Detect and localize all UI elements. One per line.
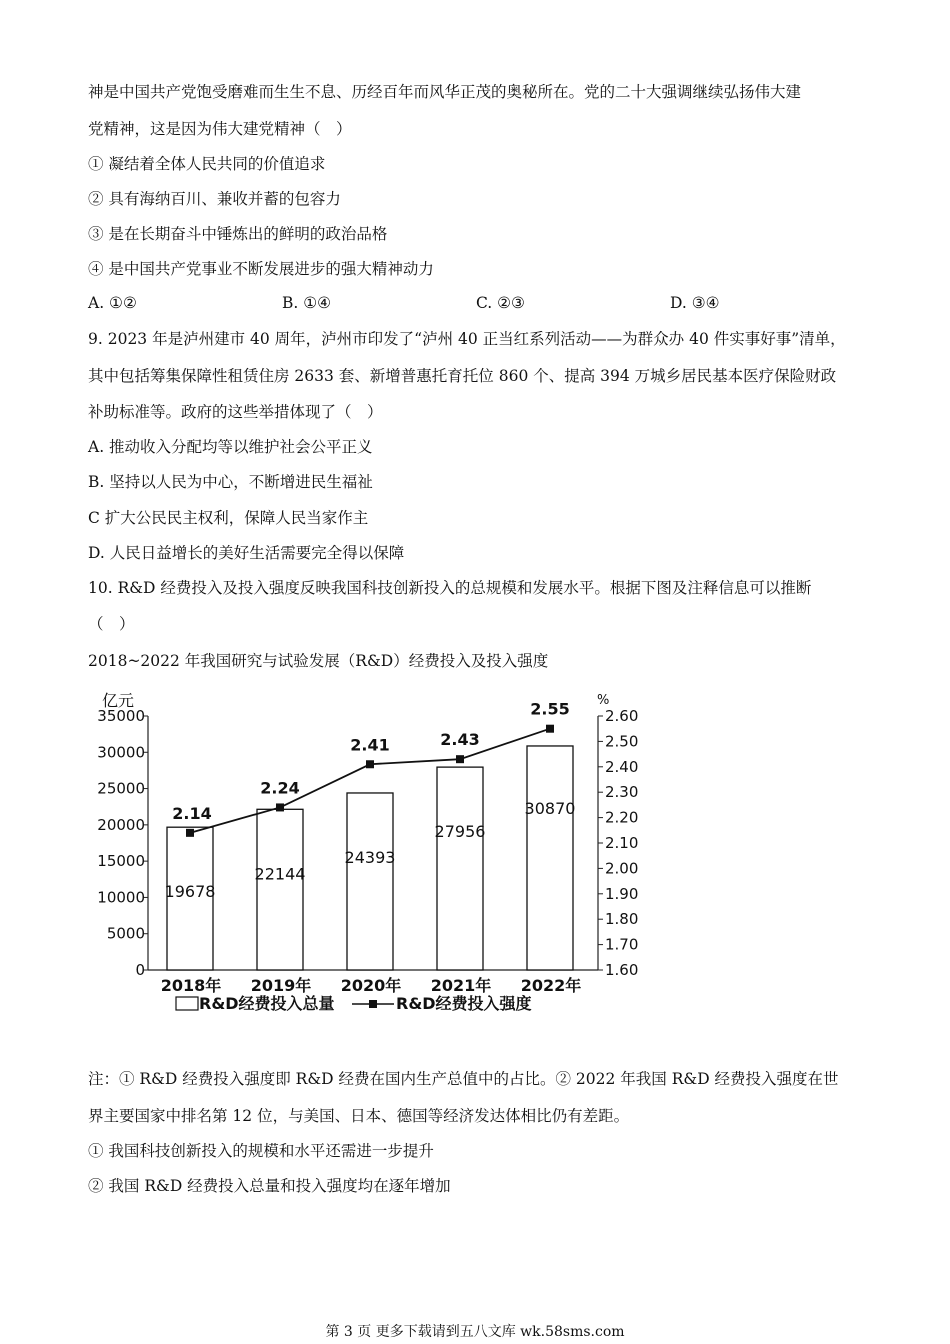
q8-option-d: D. ③④ (670, 294, 720, 312)
q9-stem-line2: 其中包括筹集保障性租赁住房 2633 套、新增普惠托育托位 860 个、提高 394 万城乡居民基本医疗保险财政 (88, 367, 837, 385)
q10-note-line1: 注：① R&D 经费投入强度即 R&D 经费在国内生产总值中的占比。② 2022 年我国 R&D 经费投入强度在世 (88, 1070, 839, 1088)
legend-bar-label: R&D经费投入总量 (199, 994, 335, 1013)
q9-option-c: C 扩大公民民主权利，保障人民当家作主 (88, 509, 369, 527)
left-tick-label: 30000 (97, 743, 145, 762)
right-tick-label: 1.70 (605, 935, 639, 954)
right-tick-label: 2.30 (605, 783, 639, 802)
legend-line-marker (369, 1000, 377, 1008)
right-tick-label: 2.60 (605, 707, 639, 725)
right-tick-label: 1.90 (605, 884, 639, 903)
bar (257, 809, 303, 970)
q10-note-line2: 界主要国家中排名第 12 位，与美国、日本、德国等经济发达体相比仍有差距。 (88, 1107, 630, 1125)
rd-chart (88, 680, 648, 1030)
intensity-value-label: 2.43 (440, 730, 480, 750)
intensity-marker (456, 755, 464, 763)
intensity-value-label: 2.24 (260, 778, 300, 798)
q8-item-2: ② 具有海纳百川、兼收并蓄的包容力 (88, 190, 341, 208)
q9-option-a: A. 推动收入分配均等以维护社会公平正义 (88, 438, 373, 456)
right-axis-unit: % (597, 693, 610, 708)
x-tick-label: 2020年 (340, 976, 402, 995)
q9-option-d: D. 人民日益增长的美好生活需要完全得以保障 (88, 544, 405, 562)
q8-item-4: ④ 是中国共产党事业不断发展进步的强大精神动力 (88, 260, 434, 278)
q10-item-2: ② 我国 R&D 经费投入总量和投入强度均在逐年增加 (88, 1177, 451, 1195)
q10-stem-line1: 10. R&D 经费投入及投入强度反映我国科技创新投入的总规模和发展水平。根据下图及注释信息可以推断 (88, 579, 812, 597)
intensity-marker (276, 803, 284, 811)
intensity-value-label: 2.41 (350, 735, 390, 755)
x-tick-label: 2021年 (430, 976, 492, 995)
right-tick-label: 2.10 (605, 834, 639, 852)
bar (437, 767, 483, 970)
q8-stem-line1: 神是中国共产党饱受磨难而生生不息、历经百年而风华正茂的奥秘所在。党的二十大强调继续弘扬伟大建 (88, 83, 802, 101)
left-tick-label: 5000 (106, 924, 145, 943)
bar (347, 793, 393, 970)
right-tick-label: 2.00 (605, 859, 639, 878)
left-tick-label: 35000 (97, 707, 145, 725)
bar-value-label: 30870 (524, 798, 576, 818)
q8-item-3: ③ 是在长期奋斗中锤炼出的鲜明的政治品格 (88, 225, 388, 243)
q9-stem-line1: 9. 2023 年是泸州建市 40 周年，泸州市印发了“泸州 40 正当红系列活动——为群众办 40 件实事好事”清单， (88, 330, 846, 348)
page-footer: 第 3 页 更多下载请到五八文库 wk.58sms.com (325, 1324, 625, 1340)
intensity-value-label: 2.14 (172, 803, 212, 823)
q8-item-1: ① 凝结着全体人民共同的价值追求 (88, 155, 326, 173)
q10-item-1: ① 我国科技创新投入的规模和水平还需进一步提升 (88, 1142, 434, 1160)
right-tick-label: 1.60 (605, 961, 639, 979)
chart-caption: 2018~2022 年我国研究与试验发展（R&D）经费投入及投入强度 (88, 652, 549, 670)
q8-stem-line2: 党精神，这是因为伟大建党精神（ ） (88, 120, 352, 138)
q8-option-a: A. ①② (88, 294, 137, 312)
intensity-marker (366, 760, 374, 768)
right-tick-label: 2.40 (605, 757, 639, 776)
right-tick-label: 2.20 (605, 808, 639, 827)
bar-value-label: 27956 (434, 822, 486, 842)
legend-line-label: R&D经费投入强度 (396, 994, 532, 1013)
bar-value-label: 22144 (254, 864, 306, 884)
q10-stem-line2: （ ） (88, 615, 135, 633)
left-tick-label: 20000 (97, 815, 145, 834)
x-tick-label: 2018年 (160, 976, 222, 995)
legend-bar-swatch (176, 997, 198, 1010)
intensity-value-label: 2.55 (530, 699, 570, 719)
q9-stem-line3: 补助标准等。政府的这些举措体现了（ ） (88, 403, 383, 421)
left-tick-label: 15000 (97, 852, 145, 871)
left-axis-unit: 亿元 (102, 691, 135, 710)
bar-value-label: 24393 (344, 847, 396, 867)
right-tick-label: 2.50 (605, 732, 639, 751)
q8-option-b: B. ①④ (282, 294, 332, 312)
left-tick-label: 0 (135, 961, 145, 979)
left-tick-label: 25000 (97, 779, 145, 798)
x-tick-label: 2019年 (250, 976, 312, 995)
right-tick-label: 1.80 (605, 910, 639, 929)
intensity-marker (546, 725, 554, 733)
intensity-marker (186, 829, 194, 837)
q9-option-b: B. 坚持以人民为中心，不断增进民生福祉 (88, 473, 373, 491)
left-tick-label: 10000 (97, 888, 145, 907)
x-tick-label: 2022年 (520, 976, 582, 995)
bar (527, 746, 573, 970)
q8-option-c: C. ②③ (476, 294, 525, 312)
bar-value-label: 19678 (164, 882, 216, 902)
